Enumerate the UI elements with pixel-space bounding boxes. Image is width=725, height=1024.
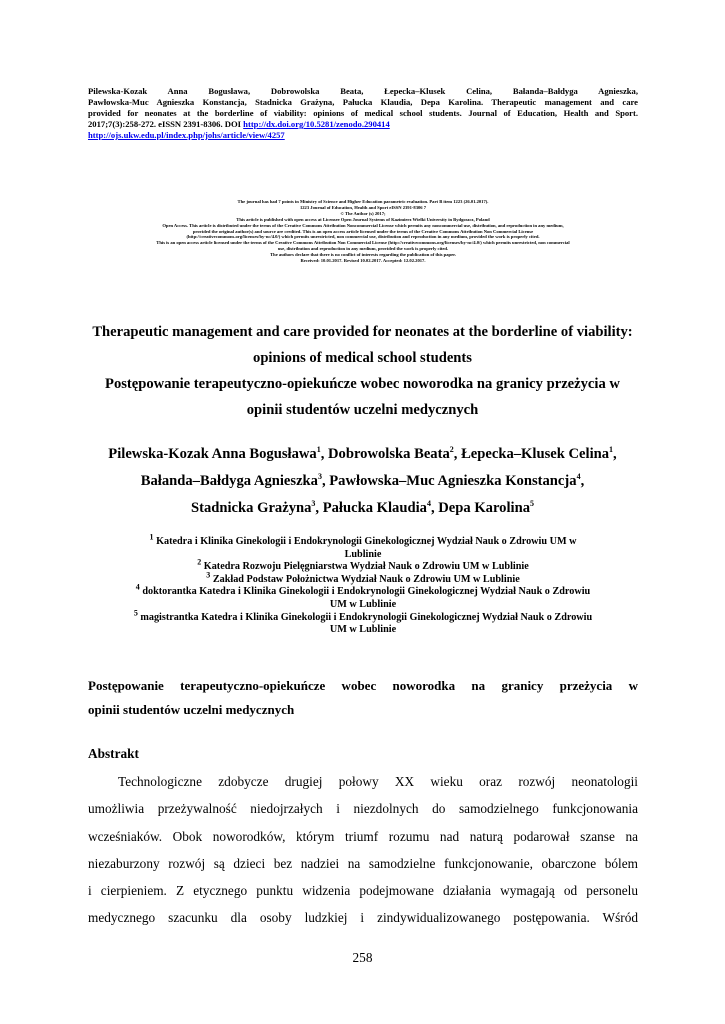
author-list: [60, 441, 665, 522]
notice-line: The journal has had 7 points in Ministry of Science and Higher Education parametric evaluation. Part B item 1223 (26.01.2017).: [237, 199, 489, 204]
affiliation-line: [88, 570, 638, 587]
citation-line: Pilewska-Kozak Anna Bogusława, Dobrowolska Beata, Łepecka–Klusek Celina, Bałanda–Bałdyga Agnieszka,: [88, 86, 638, 96]
author-name: , Pałucka Klaudia: [315, 500, 427, 516]
page-number: 258: [352, 950, 373, 965]
affiliation-line: UM w Lublinie: [329, 598, 397, 610]
affiliation-text: Zakład Podstaw Położnictwa Wydział Nauk o Zdrowiu UM w Lublinie: [210, 573, 520, 585]
author-name: Pilewska-Kozak Anna Bogusława: [108, 446, 317, 462]
affiliation-line: UM w Lublinie: [329, 624, 397, 636]
affiliation-marker: 4: [576, 472, 581, 482]
notice-line: 1223 Journal of Education, Health and Sport eISSN 2391-8306 7: [299, 204, 427, 210]
author-name: , Dobrowolska Beata: [320, 446, 450, 462]
author-line: Bałanda–Bałdyga Agnieszka$^3$, Pawłowska–Muc Agnieszka Konstancja$^4$,: [140, 472, 585, 489]
notice-line: use, distribution and reproduction in any medium, provided the work is properly cited.: [277, 246, 449, 252]
affiliation-marker: 1: [316, 445, 321, 455]
abstract-line: wcześniaków. Obok noworodków, którym triumf rozumu nad naturą podarował szanse na: [88, 828, 638, 844]
article-url-link[interactable]: http://ojs.ukw.edu.pl/index.php/johs/article/view/4257: [88, 130, 285, 140]
affiliation-marker: 4: [426, 499, 431, 509]
author-name: Stadnicka Grażyna: [191, 500, 312, 516]
title-polish-line: opinii studentów uczelni medycznych: [246, 402, 479, 418]
citation-line: [88, 119, 638, 130]
section-title: [88, 674, 638, 722]
notice-line: This article is published with open access at Licensee Open Journal Systems of Kazimierz Wielki University in Bydgoszcz, Poland: [236, 216, 490, 222]
citation-line-text: 2017;7(3):258-272. eISSN 2391-8306. DOI: [88, 119, 244, 129]
affiliation-marker: 2: [449, 445, 454, 455]
title-english-line: opinions of medical school students: [253, 350, 472, 366]
abstract-line: niezaburzony rozwój są dzieci bez nadziei na samodzielne funkcjonowanie, obarczone bólem: [88, 855, 638, 871]
affiliation-text: Katedra Rozwoju Pielęgniarstwa Wydział Nauk o Zdrowiu UM w Lublinie: [201, 561, 529, 573]
affiliation-line: [88, 582, 638, 599]
notice-line: © The Author (s) 2017;: [340, 210, 386, 216]
affiliation-line: [88, 557, 638, 574]
citation-line: provided for neonates at the borderline of viability: opinions of medical school students. Journal of Education, Health and Sport.: [88, 108, 638, 118]
abstract-line: Technologiczne zdobycze drugiej połowy XX wieku oraz rozwój neonatologii: [118, 774, 638, 789]
citation-block: [88, 86, 638, 141]
affiliation-text: magistrantka Katedra i Klinika Ginekologii i Endokrynologii Ginekologicznej Wydział Nauk o Zdrowiu: [137, 611, 593, 623]
author-name: , Pawłowska–Muc Agnieszka Konstancja: [321, 473, 577, 489]
author-name: , Depa Karolina: [430, 500, 530, 516]
affiliation-number: 2: [197, 557, 202, 567]
notice-line: This is an open access article licensed under the terms of the Creative Commons Attribution Non Commercial License (http://creativecommons.org/licenses/by-nc/4.0/) which permits unrestricted, non commercial: [156, 240, 570, 246]
affiliation-line: [88, 532, 638, 549]
notice-line: provided the original author(s) and source are credited. This is an open access article licensed under the terms of the Creative Commons Attribution Non Commercial License: [192, 228, 534, 234]
notice-line: The authors declare that there is no conflict of interests regarding the publication of this paper.: [270, 252, 456, 258]
notice-line: Received: 10.01.2017. Revised 10.02.2017. Accepted: 12.02.2017.: [300, 258, 426, 264]
affiliation-marker: 1: [609, 445, 614, 455]
author-line: Pilewska-Kozak Anna Bogusława$^1$, Dobrowolska Beata$^2$, Łepecka–Klusek Celina$^1$,: [108, 445, 617, 462]
affiliation-marker: 3: [311, 499, 316, 509]
notice-line: (http://creativecommons.org/licenses/by-nc/4.0/) which permits unrestricted, non commercial use, distribution and reproduction in any medium, provided the work is properly cited.: [186, 234, 540, 240]
affiliation-number: 3: [206, 570, 211, 580]
citation-line: Pawłowska-Muc Agnieszka Konstancja, Stadnicka Grażyna, Pałucka Klaudia, Depa Karolina. Therapeutic management and care: [88, 97, 638, 107]
abstract-body: [88, 768, 638, 932]
author-name: Bałanda–Bałdyga Agnieszka: [140, 473, 318, 489]
affiliation-line: Lublinie: [344, 548, 382, 560]
title-english-line: Therapeutic management and care provided for neonates at the borderline of viability:: [92, 324, 633, 340]
notice-line: Open Access. This article is distributed under the terms of the Creative Commons Attribution Noncommercial License which permits any noncommercial use, distribution, and reproduction in any medium,: [162, 222, 564, 228]
license-notice: [88, 199, 638, 264]
abstract-line: umożliwia przeżywalność niedojrzałych i niezdolnych do samodzielnego funkcjonowania: [88, 801, 638, 817]
citation-line: [88, 130, 638, 141]
abstract-line: medycznego szacunku dla osoby ludzkiej i zindywidualizowanego postępowania. Wśród: [88, 910, 638, 926]
abstract-line: i cierpieniem. Z etycznego punktu widzenia podejmowane działania wymagają od personelu: [88, 883, 638, 899]
section-title-line: opinii studentów uczelni medycznych: [88, 702, 295, 717]
abstract-heading: Abstrakt: [88, 746, 139, 761]
affiliation-number: 4: [135, 582, 140, 592]
affiliation-number: 5: [133, 608, 138, 618]
affiliation-text: doktorantka Katedra i Klinika Ginekologii i Endokrynologii Ginekologicznej Wydział Nauk o Zdrowiu: [139, 586, 591, 598]
author-line: [60, 495, 665, 522]
affiliation-number: 1: [149, 532, 154, 542]
doi-link[interactable]: http://dx.doi.org/10.5281/zenodo.290414: [243, 119, 390, 129]
section-title-line: Postępowanie terapeutyczno-opiekuńcze wobec noworodka na granicy przeżycia w: [88, 678, 638, 693]
article-title: [60, 319, 665, 423]
affiliation-text: Katedra i Klinika Ginekologii i Endokrynologii Ginekologicznej Wydział Nauk o Zdrowiu UM w: [153, 536, 577, 547]
affiliations: [88, 532, 638, 637]
author-name: , Łepecka–Klusek Celina: [453, 446, 610, 462]
affiliation-line: [88, 608, 638, 625]
affiliation-marker: 3: [317, 472, 322, 482]
title-polish-line: Postępowanie terapeutyczno-opiekuńcze wobec noworodka na granicy przeżycia w: [105, 376, 620, 392]
affiliation-marker: 5: [530, 499, 534, 509]
